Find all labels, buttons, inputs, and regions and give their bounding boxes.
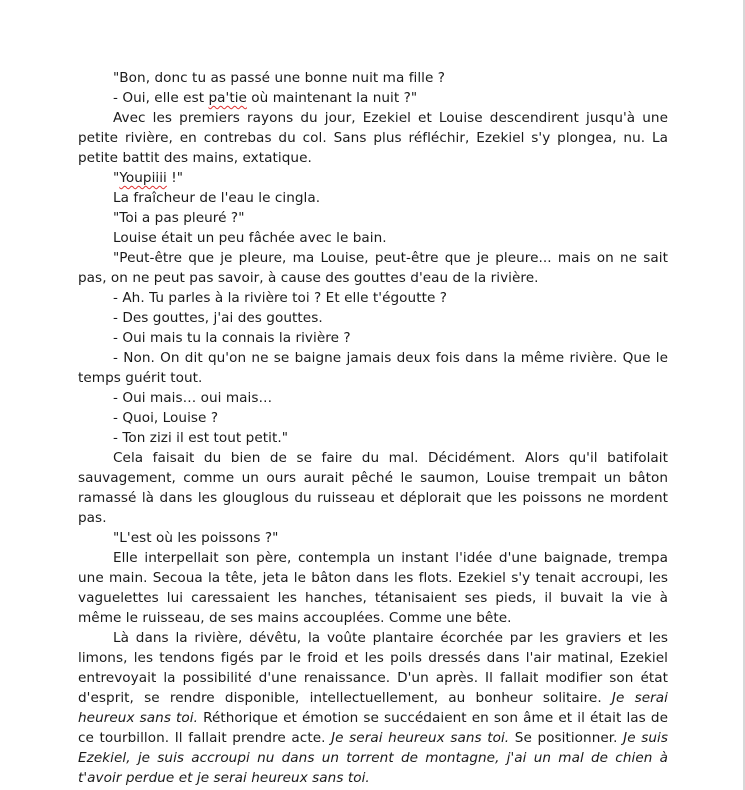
text-run: - Oui, elle est [113,90,209,106]
paragraph [78,308,668,328]
text-run: Cela faisait du bien de se faire du mal. Décidément. Alors qu'il batifolait sauvagement, comme un ours aurait pêché le saumon, Louise trempait un bâton ramassé là dans les glouglous du ruisseau et déplorait que les poissons ne mordent pas. [78,450,668,526]
paragraph [78,448,668,528]
text-run: - Des gouttes, j'ai des gouttes. [113,310,323,326]
paragraph [78,88,668,108]
text-run: - Oui mais tu la connais la rivière ? [113,330,351,346]
text-run: - Ton zizi il est tout petit." [113,430,289,446]
italic-text: Je serai heureux sans toi. [78,690,668,726]
paragraph [78,628,668,788]
text-run: où maintenant la nuit ?" [246,90,418,106]
text-run: !" [166,170,184,186]
paragraph [78,68,668,88]
paragraph [78,248,668,288]
text-run: La fraîcheur de l'eau le cingla. [113,190,321,206]
paragraph [78,328,668,348]
text-run: " [113,170,120,186]
text-run: "Bon, donc tu as passé une bonne nuit ma fille ? [113,70,446,86]
paragraph [78,408,668,428]
paragraph [78,548,668,628]
text-run: Louise était un peu fâchée avec le bain. [113,230,387,246]
italic-text: Je suis Ezekiel, je suis accroupi nu dans un torrent de montagne, j'ai un mal de chien à t'avoir perdue et je serai heureux sans toi. [78,730,668,786]
misspelled-word: Youpiiii [119,170,167,186]
paragraph [78,208,668,228]
text-run: Se positionner. [509,730,624,746]
text-run: Là dans la rivière, dévêtu, la voûte plantaire écorchée par les graviers et les limons, les tendons figés par le froid et les poils dressés dans l'air matinal, Ezekiel entrevoyait la possibilité d'une renaissance. D'un après. Il fallait modifier son état d'esprit, se rendre disponible, intellectuellement, au bonheur solitaire. [78,630,668,706]
text-run: - Quoi, Louise ? [113,410,219,426]
paragraph [78,108,668,168]
paragraph [78,188,668,208]
italic-text: Je serai heureux sans toi. [331,730,510,746]
paragraph [78,348,668,388]
text-run: Elle interpellait son père, contempla un instant l'idée d'une baignade, trempa une main. Secoua la tête, jeta le bâton dans les flots. Ezekiel s'y tenait accroupi, les vaguelettes lui caressaient les hanches, tétanisaient ses pieds, il buvait la vie à même le ruisseau, de ses mains accouplées. Comme une bête. [78,550,668,626]
paragraph [78,168,668,188]
paragraph [78,388,668,408]
text-run: Avec les premiers rayons du jour, Ezekiel et Louise descendirent jusqu'à une petite rivière, en contrebas du col. Sans plus réfléchir, Ezekiel s'y plongea, nu. La petite battit des mains, extatique. [78,110,668,166]
text-run: - Oui mais… oui mais… [113,390,273,406]
text-run: Réthorique et émotion se succédaient en son âme et il était las de ce tourbillon. Il fallait prendre acte. [78,710,668,746]
document-body [78,68,668,788]
paragraph [78,228,668,248]
text-run: - Non. On dit qu'on ne se baigne jamais deux fois dans la même rivière. Que le temps guérit tout. [78,350,668,386]
misspelled-word: pa'tie [208,90,247,106]
paragraph [78,528,668,548]
text-run: "Toi a pas pleuré ?" [113,210,245,226]
paragraph [78,428,668,448]
text-run: "Peut-être que je pleure, ma Louise, peut-être que je pleure... mais on ne sait pas, on ne peut pas savoir, à cause des gouttes d'eau de la rivière. [78,250,668,286]
text-run: - Ah. Tu parles à la rivière toi ? Et elle t'égoutte ? [113,290,448,306]
paragraph [78,288,668,308]
text-run: "L'est où les poissons ?" [113,530,279,546]
